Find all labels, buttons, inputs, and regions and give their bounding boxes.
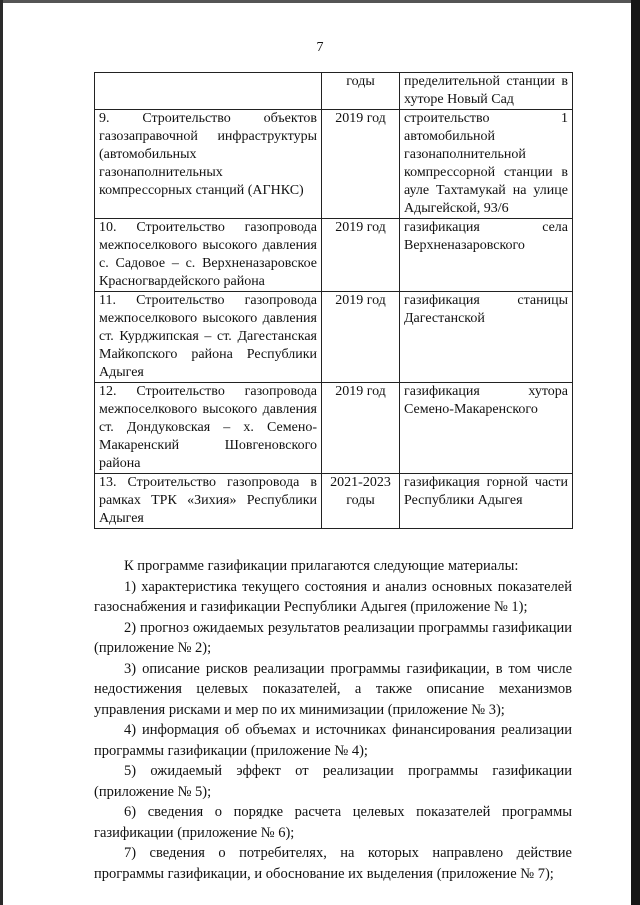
result-cell: газификация станицы Дагестанской xyxy=(400,292,573,383)
table-row xyxy=(95,219,573,292)
materials-item: 3) описание рисков реализации программы газификации, в том числе недостижения целевых показателей, а также описание механизмов управления рисками и мер по их минимизации (приложение № 3); xyxy=(94,660,572,718)
table-row xyxy=(95,110,573,219)
result-cell: строительство 1 автомобильной газонаполнительной компрессорной станции в ауле Тахтамукай на улице Адыгейской, 93/6 xyxy=(400,110,573,219)
materials-item: 6) сведения о порядке расчета целевых показателей программы газификации (приложение № 6); xyxy=(94,804,572,841)
period-cell: 2021-2023 годы xyxy=(322,474,400,529)
scan-edge-right xyxy=(631,0,640,905)
table-row xyxy=(95,292,573,383)
project-cell: 10. Строительство газопровода межпоселкового высокого давления с. Садовое – с. Верхненазаровское Красногвардейского района xyxy=(95,219,322,292)
period-cell: годы xyxy=(322,73,400,110)
result-cell: газификация горной части Республики Адыгея xyxy=(400,474,573,529)
materials-item: 1) характеристика текущего состояния и анализ основных показателей газоснабжения и газификации Республики Адыгея (приложение № 1); xyxy=(94,578,572,615)
scan-edge-left xyxy=(0,0,3,905)
result-cell: газификация села Верхненазаровского xyxy=(400,219,573,292)
project-cell: 11. Строительство газопровода межпоселкового высокого давления ст. Курджипская – ст. Дагестанская Майкопского района Республики Адыгея xyxy=(95,292,322,383)
period-cell: 2019 год xyxy=(322,292,400,383)
materials-item: 2) прогноз ожидаемых результатов реализации программы газификации (приложение № 2); xyxy=(94,619,572,656)
materials-intro: К программе газификации прилагаются следующие материалы: xyxy=(124,558,519,574)
result-cell: газификация хутора Семено-Макаренского xyxy=(400,383,573,474)
scan-edge-top xyxy=(0,0,640,3)
table-row xyxy=(95,73,573,110)
table-row xyxy=(95,383,573,474)
period-cell: 2019 год xyxy=(322,110,400,219)
page-number: 7 xyxy=(316,40,324,55)
project-cell xyxy=(95,73,322,110)
materials-item: 7) сведения о потребителях, на которых направлено действие программы газификации, и обоснование их выделения (приложение № 7); xyxy=(94,845,572,882)
table-row xyxy=(95,474,573,529)
result-cell: пределительной станции в хуторе Новый Сад xyxy=(400,73,573,110)
materials-section xyxy=(94,556,572,884)
materials-item: 5) ожидаемый эффект от реализации программы газификации (приложение № 5); xyxy=(94,763,572,800)
period-cell: 2019 год xyxy=(322,383,400,474)
materials-item: 4) информация об объемах и источниках финансирования реализации программы газификации (приложение № 4); xyxy=(94,722,572,759)
project-cell: 13. Строительство газопровода в рамках ТРК «Зихия» Республики Адыгея xyxy=(95,474,322,529)
period-cell: 2019 год xyxy=(322,219,400,292)
gasification-projects-table xyxy=(94,72,573,529)
project-cell: 12. Строительство газопровода межпоселкового высокого давления ст. Дондуковская – х. Семено-Макаренский Шовгеновского района xyxy=(95,383,322,474)
project-cell: 9. Строительство объектов газозаправочной инфраструктуры (автомобильных газонаполнительных компрессорных станций (АГНКС) xyxy=(95,110,322,219)
